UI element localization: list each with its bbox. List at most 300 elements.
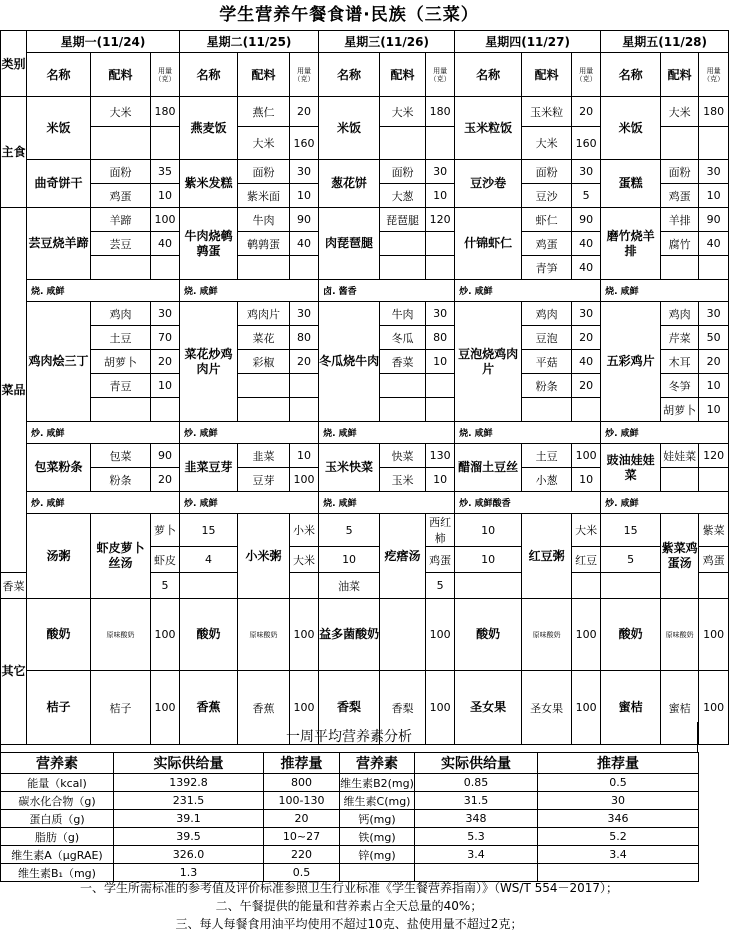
ingredient: 小米 [290, 514, 319, 547]
nutrition-cell: 维生素A（μgRAE) [1, 846, 114, 864]
ingredient [380, 256, 426, 280]
ingredient: 羊排 [661, 208, 699, 232]
category-label: 汤粥 [27, 514, 91, 599]
amount: 100 [572, 444, 601, 468]
ingredient: 粉条 [91, 468, 151, 492]
nutrition-cell: 能量（kcal) [1, 774, 114, 792]
name-header: 名称 [27, 53, 91, 97]
cooking-note: 炒. 咸鲜 [601, 492, 729, 514]
amount: 15 [601, 514, 661, 547]
table-row [1, 280, 729, 302]
amount: 180 [151, 97, 180, 127]
dish-name: 曲奇饼干 [27, 160, 91, 208]
ingredient: 桔子 [91, 671, 151, 745]
amount: 30 [699, 302, 729, 326]
nutrition-cell: 钙(mg) [340, 810, 415, 828]
dish-name: 什锦虾仁 [455, 208, 522, 280]
nutrition-section-title: 一周平均营养素分析 [0, 722, 698, 752]
ingredient: 面粉 [522, 160, 572, 184]
nutrition-header: 营养素 [1, 753, 114, 774]
amount: 100 [426, 671, 455, 745]
dish-name: 五彩鸡片 [601, 302, 661, 422]
footnote-3: 三、每人每餐食用油平均使用不超过10克、盐使用量不超过2克； [175, 917, 523, 931]
ingredient [601, 573, 661, 599]
amount: 40 [572, 350, 601, 374]
amount-header: 用量（克） [151, 53, 180, 97]
ingredient: 粉条 [522, 374, 572, 398]
amount: 5 [319, 514, 380, 547]
amount: 10 [699, 184, 729, 208]
ingredient: 原味酸奶 [661, 599, 699, 671]
table-row [1, 514, 729, 547]
amount: 50 [699, 326, 729, 350]
amount: 20 [572, 97, 601, 127]
amount: 180 [699, 97, 729, 127]
amount: 30 [572, 302, 601, 326]
cooking-note: 炒. 咸鲜 [180, 422, 319, 444]
category-label: 菜品 [1, 208, 27, 573]
day-header: 星期三(11/26) [319, 31, 455, 53]
name-header: 名称 [319, 53, 380, 97]
dish-name: 韭菜豆芽 [180, 444, 238, 492]
amount: 40 [151, 232, 180, 256]
amount: 35 [151, 160, 180, 184]
amount: 10 [151, 184, 180, 208]
amount: 160 [572, 127, 601, 160]
amount: 10 [426, 468, 455, 492]
ingredient: 玉米 [380, 468, 426, 492]
amount: 40 [290, 232, 319, 256]
dish-name: 紫菜鸡蛋汤 [661, 514, 699, 599]
amount [426, 256, 455, 280]
dish-name: 燕麦饭 [180, 97, 238, 160]
amount: 4 [180, 547, 238, 573]
cooking-note: 烧. 咸鲜 [27, 280, 180, 302]
dish-name: 豆沙卷 [455, 160, 522, 208]
amount: 30 [151, 302, 180, 326]
ingredient: 胡萝卜 [661, 398, 699, 422]
nutrition-cell: 326.0 [114, 846, 264, 864]
ingredient [238, 256, 290, 280]
ingredient: 原味酸奶 [522, 599, 572, 671]
amount: 10 [699, 398, 729, 422]
dish-name: 包菜粉条 [27, 444, 91, 492]
nutrition-header: 推荐量 [538, 753, 699, 774]
dish-name: 米饭 [319, 97, 380, 160]
ingredient: 香菜 [1, 573, 27, 599]
ingredient: 冬瓜 [380, 326, 426, 350]
amount: 100 [572, 599, 601, 671]
cooking-note: 炒. 咸鲜 [601, 422, 729, 444]
ingredient: 鸡蛋 [699, 547, 729, 573]
amount: 10 [426, 184, 455, 208]
nutrition-cell: 39.5 [114, 828, 264, 846]
amount: 30 [426, 302, 455, 326]
dish-name: 蜜桔 [601, 671, 661, 745]
ingredient: 鸡蛋 [522, 232, 572, 256]
table-row [1, 599, 729, 671]
ingredient [455, 573, 522, 599]
table-row [1, 422, 729, 444]
ingredient [380, 232, 426, 256]
ingredient: 玉米粒 [522, 97, 572, 127]
ingredient: 西红柿 [426, 514, 455, 547]
amount: 90 [290, 208, 319, 232]
category-label: 主食 [1, 97, 27, 208]
ingredient: 面粉 [380, 160, 426, 184]
ingredient: 琵琶腿 [380, 208, 426, 232]
amount: 120 [699, 444, 729, 468]
dish-name: 米饭 [27, 97, 91, 160]
ingredient: 香梨 [380, 671, 426, 745]
day-header: 星期二(11/25) [180, 31, 319, 53]
ingredient: 腐竹 [661, 232, 699, 256]
amount: 20 [572, 374, 601, 398]
ingredient: 韭菜 [238, 444, 290, 468]
nutrition-cell: 1.3 [114, 864, 264, 882]
nutrition-cell: 348 [415, 810, 538, 828]
ingredient: 土豆 [522, 444, 572, 468]
ingredient [661, 468, 699, 492]
ingredient [661, 256, 699, 280]
amount: 5 [426, 573, 455, 599]
amount: 100 [426, 599, 455, 671]
dish-name: 肉琵琶腿 [319, 208, 380, 280]
ingredient: 土豆 [91, 326, 151, 350]
amount: 100 [151, 208, 180, 232]
dish-name: 蛋糕 [601, 160, 661, 208]
dish-name: 牛肉烧鹌鹑蛋 [180, 208, 238, 280]
amount [572, 398, 601, 422]
amount [699, 256, 729, 280]
ingredient: 胡萝卜 [91, 350, 151, 374]
ingredient: 青笋 [522, 256, 572, 280]
nutrition-cell: 800 [264, 774, 340, 792]
amount: 30 [699, 160, 729, 184]
ingredient: 蜜桔 [661, 671, 699, 745]
ingredient: 快菜 [380, 444, 426, 468]
name-header: 名称 [180, 53, 238, 97]
ingredient: 面粉 [91, 160, 151, 184]
ingredient [238, 398, 290, 422]
amount: 20 [290, 97, 319, 127]
nutrition-header: 实际供给量 [114, 753, 264, 774]
nutrition-cell: 3.4 [415, 846, 538, 864]
dish-name: 米饭 [601, 97, 661, 160]
dish-name: 紫米发糕 [180, 160, 238, 208]
ingredient-header: 配料 [380, 53, 426, 97]
ingredient: 虾仁 [522, 208, 572, 232]
amount: 10 [426, 350, 455, 374]
nutrition-cell: 1392.8 [114, 774, 264, 792]
dish-name: 疙瘩汤 [380, 514, 426, 599]
amount [290, 398, 319, 422]
ingredient: 包菜 [91, 444, 151, 468]
amount [426, 127, 455, 160]
amount: 20 [290, 350, 319, 374]
amount: 10 [319, 547, 380, 573]
dish-name: 鸡肉烩三丁 [27, 302, 91, 422]
cooking-note: 炒. 咸鲜 [180, 492, 319, 514]
amount: 5 [601, 547, 661, 573]
ingredient-header: 配料 [661, 53, 699, 97]
amount: 90 [699, 208, 729, 232]
ingredient [380, 374, 426, 398]
ingredient: 面粉 [661, 160, 699, 184]
ingredient [91, 256, 151, 280]
amount: 100 [290, 671, 319, 745]
menu-table [0, 30, 729, 745]
amount [426, 398, 455, 422]
cooking-note: 炒. 咸鲜 [455, 280, 601, 302]
ingredient: 香菜 [380, 350, 426, 374]
ingredient: 木耳 [661, 350, 699, 374]
amount [290, 256, 319, 280]
dish-name: 豉油娃娃菜 [601, 444, 661, 492]
dish-name: 酸奶 [27, 599, 91, 671]
ingredient: 冬笋 [661, 374, 699, 398]
ingredient: 紫菜 [699, 514, 729, 547]
amount: 5 [572, 184, 601, 208]
amount: 100 [151, 599, 180, 671]
dish-name: 酸奶 [601, 599, 661, 671]
table-row [1, 208, 729, 232]
dish-name: 酸奶 [455, 599, 522, 671]
amount [151, 398, 180, 422]
ingredient: 鹌鹑蛋 [238, 232, 290, 256]
nutrition-cell: 220 [264, 846, 340, 864]
cooking-note: 炒. 咸鲜酸香 [455, 492, 601, 514]
amount: 10 [151, 374, 180, 398]
amount: 130 [426, 444, 455, 468]
dish-name: 圣女果 [455, 671, 522, 745]
nutrition-cell: 100-130 [264, 792, 340, 810]
amount-header: 用量（克） [290, 53, 319, 97]
footnote-1: 一、学生所需标准的参考值及评价标准参照卫生行业标准《学生餐营养指南）》（WS/T 554－2017）； [79, 881, 619, 895]
amount: 20 [151, 468, 180, 492]
ingredient: 原味酸奶 [238, 599, 290, 671]
nutrition-row [1, 792, 699, 810]
footnote-2: 二、午餐提供的能量和营养素占全天总量的40%； [215, 899, 483, 913]
dish-name: 红豆粥 [522, 514, 572, 599]
dish-name: 冬瓜烧牛肉 [319, 302, 380, 422]
page-title: 学生营养午餐食谱·民族（三菜） [219, 5, 479, 25]
ingredient: 燕仁 [238, 97, 290, 127]
ingredient: 鸡蛋 [661, 184, 699, 208]
ingredient: 娃娃菜 [661, 444, 699, 468]
nutrition-cell: 维生素C(mg) [340, 792, 415, 810]
nutrition-table [0, 752, 699, 882]
ingredient: 原味酸奶 [91, 599, 151, 671]
nutrition-cell: 10~27 [264, 828, 340, 846]
ingredient: 紫米面 [238, 184, 290, 208]
amount [151, 127, 180, 160]
amount [699, 127, 729, 160]
day-header: 星期五(11/28) [601, 31, 729, 53]
ingredient: 大米 [380, 97, 426, 127]
nutrition-cell: 39.1 [114, 810, 264, 828]
amount [699, 573, 729, 599]
amount: 30 [290, 160, 319, 184]
amount: 100 [151, 671, 180, 745]
ingredient-header: 配料 [522, 53, 572, 97]
nutrition-cell: 脂肪（g) [1, 828, 114, 846]
ingredient: 红豆 [572, 547, 601, 573]
nutrition-cell: 5.3 [415, 828, 538, 846]
day-header: 星期一(11/24) [27, 31, 180, 53]
table-row [1, 492, 729, 514]
nutrition-cell: 346 [538, 810, 699, 828]
ingredient: 鸡肉片 [238, 302, 290, 326]
nutrition-row [1, 774, 699, 792]
ingredient: 牛肉 [238, 208, 290, 232]
ingredient: 芸豆 [91, 232, 151, 256]
dish-name: 磨竹烧羊排 [601, 208, 661, 280]
ingredient: 牛肉 [380, 302, 426, 326]
cooking-note: 炒. 咸鲜 [27, 422, 180, 444]
ingredient: 萝卜 [151, 514, 180, 547]
amount: 70 [151, 326, 180, 350]
ingredient: 豆芽 [238, 468, 290, 492]
cooking-note: 烧. 咸鲜 [319, 422, 455, 444]
nutrition-cell: 20 [264, 810, 340, 828]
ingredient: 鸡肉 [91, 302, 151, 326]
amount: 10 [455, 547, 522, 573]
ingredient: 香蕉 [238, 671, 290, 745]
table-row [1, 53, 729, 97]
nutrition-cell: 31.5 [415, 792, 538, 810]
ingredient [380, 599, 426, 671]
nutrition-cell: 3.4 [538, 846, 699, 864]
amount [151, 256, 180, 280]
amount: 10 [572, 468, 601, 492]
amount-header: 用量（克） [699, 53, 729, 97]
amount [426, 374, 455, 398]
amount: 100 [290, 599, 319, 671]
day-header: 星期四(11/27) [455, 31, 601, 53]
amount: 40 [699, 232, 729, 256]
ingredient: 虾皮 [151, 547, 180, 573]
ingredient: 大米 [238, 127, 290, 160]
ingredient-header: 配料 [238, 53, 290, 97]
amount: 40 [572, 256, 601, 280]
amount: 160 [290, 127, 319, 160]
cooking-note: 烧. 咸鲜 [319, 492, 455, 514]
dish-name: 玉米粒饭 [455, 97, 522, 160]
ingredient [661, 127, 699, 160]
amount [426, 232, 455, 256]
nutrition-cell: 0.5 [538, 774, 699, 792]
amount: 10 [699, 374, 729, 398]
amount: 5 [151, 573, 180, 599]
amount: 10 [290, 444, 319, 468]
name-header: 名称 [601, 53, 661, 97]
amount: 10 [290, 184, 319, 208]
amount-header: 用量（克） [426, 53, 455, 97]
amount: 80 [426, 326, 455, 350]
ingredient-header: 配料 [91, 53, 151, 97]
nutrition-cell: 锌(mg) [340, 846, 415, 864]
ingredient: 油菜 [319, 573, 380, 599]
amount: 30 [572, 160, 601, 184]
amount [572, 573, 601, 599]
amount [290, 573, 319, 599]
dish-name: 菜花炒鸡肉片 [180, 302, 238, 422]
dish-name: 酸奶 [180, 599, 238, 671]
ingredient: 圣女果 [522, 671, 572, 745]
ingredient: 面粉 [238, 160, 290, 184]
dish-name: 葱花饼 [319, 160, 380, 208]
amount: 90 [572, 208, 601, 232]
cooking-note: 烧. 咸鲜 [180, 280, 319, 302]
ingredient: 大米 [290, 547, 319, 573]
table-row [1, 302, 729, 326]
ingredient: 大米 [661, 97, 699, 127]
ingredient [180, 573, 238, 599]
table-row [1, 444, 729, 468]
dish-name: 芸豆烧羊蹄 [27, 208, 91, 280]
ingredient: 大米 [522, 127, 572, 160]
ingredient: 小葱 [522, 468, 572, 492]
amount: 100 [699, 599, 729, 671]
cooking-note: 烧. 咸鲜 [601, 280, 729, 302]
ingredient [380, 398, 426, 422]
table-row [1, 31, 729, 53]
dish-name: 益多菌酸奶 [319, 599, 380, 671]
ingredient [522, 398, 572, 422]
dish-name: 醋溜土豆丝 [455, 444, 522, 492]
amount: 120 [426, 208, 455, 232]
ingredient: 豆泡 [522, 326, 572, 350]
ingredient: 鸡蛋 [426, 547, 455, 573]
amount: 100 [572, 671, 601, 745]
amount: 90 [151, 444, 180, 468]
table-row [1, 160, 729, 184]
cooking-note: 炒. 咸鲜 [27, 492, 180, 514]
ingredient [380, 127, 426, 160]
cooking-note: 烧. 咸鲜 [455, 422, 601, 444]
nutrition-header: 推荐量 [264, 753, 340, 774]
nutrition-header-row [1, 753, 699, 774]
dish-name: 玉米快菜 [319, 444, 380, 492]
amount: 40 [572, 232, 601, 256]
ingredient: 大米 [572, 514, 601, 547]
amount: 30 [290, 302, 319, 326]
category-header: 类别 [1, 31, 27, 97]
nutrition-row [1, 846, 699, 864]
dish-name: 豆泡烧鸡肉片 [455, 302, 522, 422]
dish-name: 香梨 [319, 671, 380, 745]
category-label: 其它 [1, 599, 27, 745]
nutrition-cell: 维生素B₁（mg) [1, 864, 114, 882]
ingredient: 鸡肉 [522, 302, 572, 326]
nutrition-cell: 0.5 [264, 864, 340, 882]
ingredient: 大米 [91, 97, 151, 127]
nutrition-cell: 铁(mg) [340, 828, 415, 846]
nutrition-cell: 维生素B2(mg) [340, 774, 415, 792]
nutrition-cell: 231.5 [114, 792, 264, 810]
ingredient [91, 398, 151, 422]
ingredient: 彩椒 [238, 350, 290, 374]
amount: 100 [290, 468, 319, 492]
nutrition-header: 实际供给量 [415, 753, 538, 774]
amount: 20 [151, 350, 180, 374]
amount [699, 468, 729, 492]
nutrition-cell: 蛋白质（g) [1, 810, 114, 828]
amount: 80 [290, 326, 319, 350]
amount: 30 [426, 160, 455, 184]
ingredient: 鸡肉 [661, 302, 699, 326]
